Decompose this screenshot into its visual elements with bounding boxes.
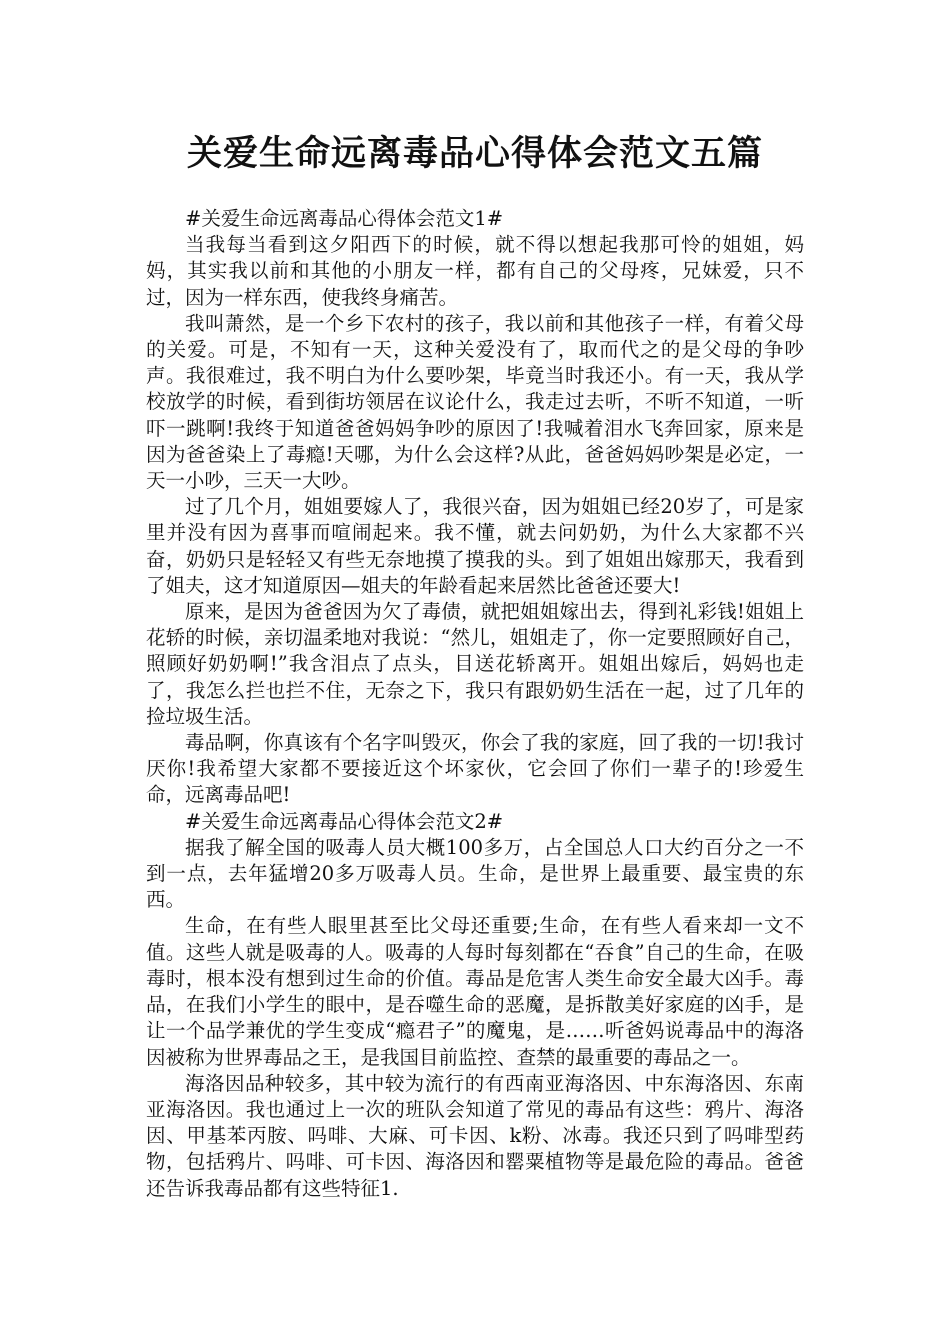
paragraph: 生命，在有些人眼里甚至比父母还重要;生命，在有些人看来却一文不值。这些人就是吸毒的人。吸毒的人每时每刻都在“吞食”自己的生命，在吸毒时，根本没有想到过生命的价值。毒品是危害人类生命安全最大凶手。毒品，在我们小学生的眼中，是吞噬生命的恶魔，是拆散美好家庭的凶手，是让一个品学兼优的学生变成“瘾君子”的魔鬼，是……听爸妈说毒品中的海洛因被称为世界毒品之王，是我国目前监控、查禁的最重要的毒品之一。	[146, 914, 804, 1069]
section-heading-2: #关爱生命远离毒品心得体会范文2#	[185, 809, 504, 833]
paragraph: 过了几个月，姐姐要嫁人了，我很兴奋，因为姐姐已经20岁了，可是家里并没有因为喜事而喧闹起来。我不懂，就去问奶奶，为什么大家都不兴奋，奶奶只是轻轻又有些无奈地摸了摸我的头。到了姐姐出嫁那天，我看到了姐夫，这才知道原因—姐夫的年龄看起来居然比爸爸还要大!	[146, 495, 804, 597]
paragraph: 当我每当看到这夕阳西下的时候，就不得以想起我那可怜的姐姐，妈妈，其实我以前和其他的小朋友一样，都有自己的父母疼，兄妹爱，只不过，因为一样东西，使我终身痛苦。	[146, 233, 804, 309]
paragraph: 毒品啊，你真该有个名字叫毁灭，你会了我的家庭，回了我的一切!我讨厌你!我希望大家都不要接近这个坏家伙，它会回了你们一辈子的!珍爱生命，远离毒品吧!	[146, 731, 804, 807]
paragraph: 我叫萧然，是一个乡下农村的孩子，我以前和其他孩子一样，有着父母的关爱。可是，不知有一天，这种关爱没有了，取而代之的是父母的争吵声。我很难过，我不明白为什么要吵架，毕竟当时我还小。有一天，我从学校放学的时候，看到街坊领居在议论什么，我走过去听，不听不知道，一听吓一跳啊!我终于知道爸爸妈妈争吵的原因了!我喊着泪水飞奔回家，原来是因为爸爸染上了毒瘾!天哪，为什么会这样?从此，爸爸妈妈吵架是必定，一天一小吵，三天一大吵。	[146, 311, 804, 493]
document-body	[146, 206, 804, 1202]
paragraph: 海洛因品种较多，其中较为流行的有西南亚海洛因、中东海洛因、东南亚海洛因。我也通过上一次的班队会知道了常见的毒品有这些：鸦片、海洛因、甲基苯丙胺、吗啡、大麻、可卡因、k粉、冰毒。我还只到了吗啡型药物，包括鸦片、吗啡、可卡因、海洛因和罂粟植物等是最危险的毒品。爸爸还告诉我毒品都有这些特征1.	[146, 1071, 804, 1200]
document-title: 关爱生命远离毒品心得体会范文五篇	[186, 134, 763, 174]
paragraph: 原来，是因为爸爸因为欠了毒债，就把姐姐嫁出去，得到礼彩钱!姐姐上花轿的时候，亲切温柔地对我说：“然儿，姐姐走了，你一定要照顾好自己，照顾好奶奶啊!”我含泪点了点头，目送花轿离开。姐姐出嫁后，妈妈也走了，我怎么拦也拦不住，无奈之下，我只有跟奶奶生活在一起，过了几年的捡垃圾生活。	[146, 600, 804, 728]
section-heading-1: #关爱生命远离毒品心得体会范文1#	[185, 207, 504, 230]
paragraph: 据我了解全国的吸毒人员大概100多万，占全国总人口大约百分之一不到一点，去年猛增20多万吸毒人员。生命，是世界上最重要、最宝贵的东西。	[146, 835, 804, 912]
